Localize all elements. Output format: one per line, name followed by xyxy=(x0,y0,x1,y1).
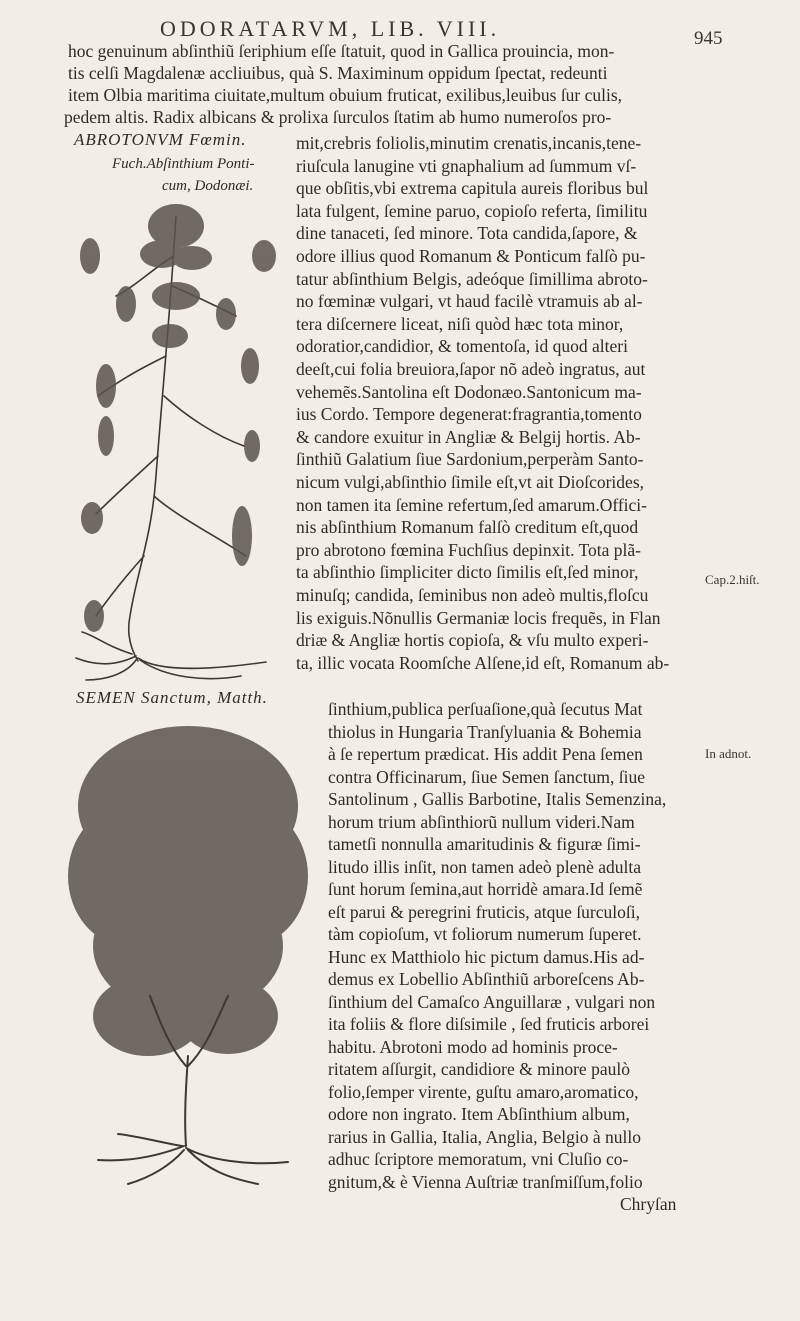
text-line: ſinthiũ Galatium ſiue Sardonium,perperàm Santo- xyxy=(296,449,644,470)
text-line: mit,crebris foliolis,minutim crenatis,incanis,tene- xyxy=(296,133,642,153)
plant1-caption-sub: Fuch.Abſinthium Ponti- xyxy=(112,156,255,172)
text-line: horum trium abſinthiorũ nullum videri.Nam xyxy=(328,811,635,832)
text-line: ius Cordo. Tempore degenerat:fragrantia,tomento xyxy=(296,404,642,425)
text-line: pedem altis. Radix albicans & prolixa ſurculos ſtatim ab humo numeroſos pro- xyxy=(64,107,612,127)
running-title: ODORATARVM, LIB. VIII. xyxy=(160,16,501,41)
text-line: deeſt,cui folia breuiora,ſapor nõ adeò ingratus, aut xyxy=(296,359,646,379)
text-line: vehemẽs.Santolina eſt Dodonæo.Santonicum ma- xyxy=(296,381,642,402)
text-line: Chryſan xyxy=(620,1194,677,1214)
text-line: pro abrotono fœmina Fuchſius depinxit. Tota plã- xyxy=(296,539,641,560)
text-line: contra Officinarum, ſiue Semen ſanctum, ſiue xyxy=(328,766,646,787)
text-line: demus ex Lobellio Abſinthiũ arboreſcens Ab- xyxy=(328,969,645,989)
text-line: tametſi nonnulla amaritudinis & figuræ ſimi- xyxy=(328,834,641,854)
text-line: litudo illis inſit, non tamen adeò plenè adulta xyxy=(328,856,641,877)
text-line: thiolus in Hungaria Tranſyluania & Bohemia xyxy=(328,721,642,742)
text-line: no fœminæ vulgari, vt haud facilè vtramuis ab al- xyxy=(296,291,643,312)
text-line: hoc genuinum abſinthiũ ſeriphium eſſe ſtatuit, quod in Gallica prouincia, mon- xyxy=(68,41,615,61)
text-line: minuſq; candida, ſeminibus non adeò multis,floſcu xyxy=(296,585,649,605)
text-line: odoratior,candidior, & tomentoſa, id quod alteri xyxy=(296,336,628,357)
text-line: ita foliis & flore diſsimile , ſed fruticis arborei xyxy=(328,1014,650,1034)
text-line: nicum vulgi,abſinthio ſimile eſt,vt ait Dioſcorides, xyxy=(296,472,645,492)
text-line: lis exiguis.Nõnullis Germaniæ locis frequẽs, in Flan xyxy=(296,607,661,628)
text-line: à ſe repertum prædicat. His addit Pena ſemen xyxy=(328,744,643,764)
text-line: tera diſcernere liceat, niſi quòd hæc tota minor, xyxy=(296,313,624,334)
text-line: que obſitis,vbi extrema capitula aureis floribus bul xyxy=(296,178,649,199)
text-line: ſinthium,publica perſuaſione,quà ſecutus Mat xyxy=(328,699,643,719)
text-line: ritatem aſſurgit, candidiore & minore paulò xyxy=(328,1059,630,1079)
text-line: rarius in Gallia, Italia, Anglia, Belgio à nullo xyxy=(328,1126,641,1147)
text-line: ſunt horum ſemina,aut horridè amara.Id ſemẽ xyxy=(328,879,643,899)
text-line: ſinthium del Camaſco Anguillaræ , vulgari non xyxy=(328,991,656,1012)
margin-note: Cap.2.hiſt. xyxy=(705,572,760,587)
text-line: habitu. Abrotoni modo ad hominis proce- xyxy=(328,1036,618,1057)
text-line: folio,ſemper virente, guſtu amaro,aromatico, xyxy=(328,1081,639,1102)
text-line: item Olbia maritima ciuitate,multum obuium fruticat, exilibus,leuibus ſur culis, xyxy=(68,85,623,105)
text-line: Hunc ex Matthiolo hic pictum damus.His ad- xyxy=(328,946,645,967)
semen-sanctum-illustration xyxy=(58,716,320,1192)
text-line: ta abſinthio ſimpliciter dicto ſimilis eſt,ſed minor, xyxy=(296,562,639,583)
text-line: dine tanaceti, ſed minore. Tota candida,ſapore, & xyxy=(296,223,638,244)
text-line: lata fulgent, ſemine paruo, copioſo referta, ſimilitu xyxy=(296,200,648,221)
page-number: 945 xyxy=(694,28,723,49)
text-line: Santolinum , Gallis Barbotine, Italis Semenzina, xyxy=(328,789,667,809)
abrotonum-illustration xyxy=(66,196,288,684)
plant2-caption-title: SEMEN Sanctum, Matth. xyxy=(76,688,268,707)
text-line: nis abſinthium Romanum falſò creditum eſt,quod xyxy=(296,517,639,538)
text-line: driæ & Angliæ hortis copioſa, & vſu multo experi- xyxy=(296,630,649,651)
plant1-caption-title: ABROTONVM Fœmin. xyxy=(74,130,247,149)
text-line: riuſcula lanugine vti gnaphalium ad ſummum vſ- xyxy=(296,155,637,176)
text-line: eſt parui & peregrini fruticis, atque ſurculoſi, xyxy=(328,901,640,922)
text-line: ta, illic vocata Roomſche Alſene,id eſt, Romanum ab- xyxy=(296,652,670,673)
margin-note: In adnot. xyxy=(705,746,752,761)
text-line: non tamen ita ſemine refertum,ſed amarum.Offici- xyxy=(296,494,647,515)
text-line: odore non ingrato. Item Abſinthium album, xyxy=(328,1104,630,1124)
text-line: & candore exuitur in Angliæ & Belgij hortis. Ab- xyxy=(296,426,641,447)
text-line: odore illius quod Romanum & Ponticum falſò pu- xyxy=(296,246,646,266)
text-line: tàm copioſum, vt foliorum numerum ſuperet. xyxy=(328,924,642,944)
text-line: gnitum,& è Vienna Auſtriæ tranſmiſſum,folio xyxy=(328,1171,643,1192)
text-line: tis celſi Magdalenæ accliuibus, quà S. Maximinum oppidum ſpectat, redeunti xyxy=(68,63,608,83)
plant1-caption-sub: cum, Dodonæi. xyxy=(162,178,254,194)
text-line: adhuc ſcriptore memoratum, vni Cluſio co- xyxy=(328,1149,629,1169)
text-line: tatur abſinthium Belgis, adeóque ſimillima abroto- xyxy=(296,268,648,289)
